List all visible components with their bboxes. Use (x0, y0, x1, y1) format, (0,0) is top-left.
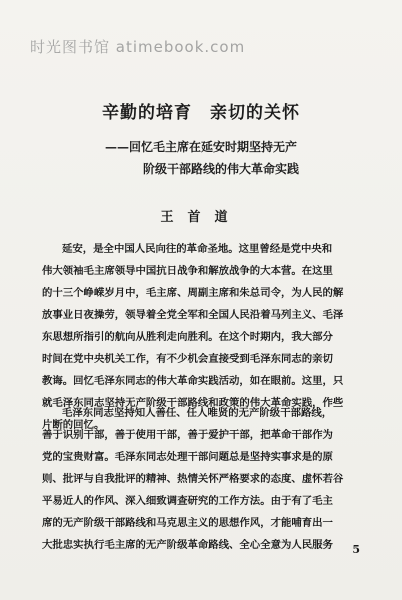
article-subtitle-line-1: ——回忆毛主席在延安时期坚持无产 (104, 140, 297, 154)
text-line: 就毛泽东同志坚持无产阶级干部路线和政策的伟大革命实践，作些 (42, 397, 344, 409)
text-line: 片断的回忆。 (42, 419, 105, 431)
watermark: 时光图书馆 atimebook.com (30, 38, 246, 56)
text-line: 平易近人的作风、深入细致调查研究的工作方法。由于有了毛主 (42, 495, 333, 507)
text-line: 则、批评与自我批评的精神、热情关怀严格要求的态度、虚怀若谷 (42, 473, 344, 485)
text-line: 党的宝贵财富。毛泽东同志处理干部问题总是坚持实事求是的原 (42, 451, 333, 463)
text-line: 延安，是全中国人民向往的革命圣地。这里曾经是党中央和 (62, 243, 333, 255)
text-line: 教诲。回忆毛泽东同志的伟大革命实践活动，如在眼前。这里，只 (42, 375, 344, 387)
text-line: 毛泽东同志坚持知人善任、任人唯贤的无产阶级干部路线， (62, 407, 333, 419)
text-line: 席的无产阶级干部路线和马克思主义的思想作风，才能哺育出一 (42, 517, 333, 529)
paragraph-2 (42, 402, 362, 556)
text-line: 大批忠实执行毛主席的无产阶级革命路线、全心全意为人民服务 (42, 539, 333, 551)
text-line: 放事业日夜操劳，领导着全党全军和全国人民沿着马列主义、毛泽 (42, 309, 344, 321)
text-line: 时间在党中央机关工作，有不少机会直接受到毛泽东同志的亲切 (42, 353, 333, 365)
text-line: 善于识别干部，善于使用干部，善于爱护干部，把革命干部作为 (42, 429, 333, 441)
text-line: 伟大领袖毛主席领导中国抗日战争和解放战争的大本营。在这里 (42, 265, 333, 277)
article-subtitle-line-2: 阶级干部路线的伟大革命实践 (142, 162, 299, 176)
text-line: 东思想所指引的航向从胜利走向胜利。在这个时期内，我大部分 (42, 331, 333, 343)
text-line: 的十三个峥嵘岁月中，毛主席、周副主席和朱总司令，为人民的解 (42, 287, 344, 299)
article-title: 辛勤的培育 亲切的关怀 (102, 103, 300, 123)
author-name: 王首道 (160, 210, 242, 225)
page-number: 5 (352, 543, 360, 556)
